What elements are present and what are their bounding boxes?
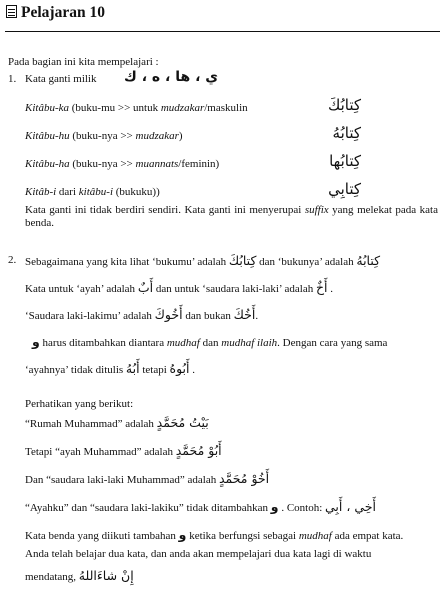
- intro-text: Pada bagian ini kita mempelajari :: [8, 56, 159, 68]
- lesson-title-text: Pelajaran 10: [21, 4, 105, 21]
- section-2-line-1: Sebagaimana yang kita lihat ‘bukumu’ adalah كِتابُكَ dan ‘bukunya’ adalah كِتابُهُ: [25, 253, 381, 268]
- section-2-line-4: و harus ditambahkan diantara mudhaf dan mudhaf ilaih. Dengan cara yang sama: [32, 334, 388, 349]
- section-2-line-9: Dan “saudara laki-laki Muhammad” adalah أَخُوْ مُحَمَّدٍ: [25, 471, 270, 486]
- suffix-note: Kata ganti ini tidak berdiri sendiri. Kata ganti ini menyerupai suffix yang melekat pada kata benda.: [25, 204, 438, 229]
- example-row-4: Kitâb-i dari kitâbu-i (bukuku)): [25, 186, 160, 198]
- section-2-line-5: ‘ayahnya’ tidak ditulis أَبُهُ tetapi أَبُوهُ .: [25, 361, 195, 376]
- title-divider: [5, 31, 440, 32]
- example-row-3: Kitâbu-ha (buku-nya >> muannats/feminin): [25, 158, 220, 170]
- section-1-label: Kata ganti milik: [25, 73, 97, 85]
- section-2-line-6: Perhatikan yang berikut:: [25, 398, 134, 410]
- pronoun-list: ي ، ها ، ه ، ك: [124, 69, 219, 85]
- section-2-number: 2.: [8, 254, 17, 266]
- example-row-2: Kitâbu-hu (buku-nya >> mudzakar): [25, 130, 183, 142]
- section-2-line-12: Anda telah belajar dua kata, dan anda akan mempelajari dua kata lagi di waktu: [25, 548, 372, 560]
- section-2-line-10: “Ayahku” dan “saudara laki-lakiku” tidak ditambahkan و . Contoh: أَخِي ، أَبِي: [25, 499, 376, 514]
- lesson-title: [6, 4, 105, 22]
- section-1-number: 1.: [8, 73, 17, 85]
- section-2-line-11: Kata benda yang diikuti tambahan و ketika berfungsi sebagai mudhaf ada empat kata.: [25, 527, 404, 542]
- example-arabic-3: كِتابُها: [329, 152, 361, 170]
- document-icon: [6, 5, 17, 18]
- example-arabic-1: كِتابُكَ: [327, 96, 361, 114]
- example-row-1: Kitâbu-ka (buku-mu >> untuk mudzakar/maskulin: [25, 102, 248, 114]
- example-arabic-4: كِتابِي: [328, 180, 361, 198]
- section-2-line-8: Tetapi “ayah Muhammad” adalah أَبُوْ مُحَمَّدٍ: [25, 443, 222, 458]
- section-2-line-3: ‘Saudara laki-lakimu’ adalah أَخُوكَ dan bukan أَخُكَ.: [25, 307, 259, 322]
- section-2-line-7: “Rumah Muhammad” adalah بَيْتُ مُحَمَّدٍ: [25, 415, 209, 430]
- section-2-line-2: Kata untuk ‘ayah’ adalah أَبٌ dan untuk ‘saudara laki-laki’ adalah أَخٌ .: [25, 280, 334, 295]
- section-2-line-13: mendatang, إِنْ شاءَاللهُ: [25, 568, 134, 583]
- example-arabic-2: كِتابُهُ: [332, 124, 361, 142]
